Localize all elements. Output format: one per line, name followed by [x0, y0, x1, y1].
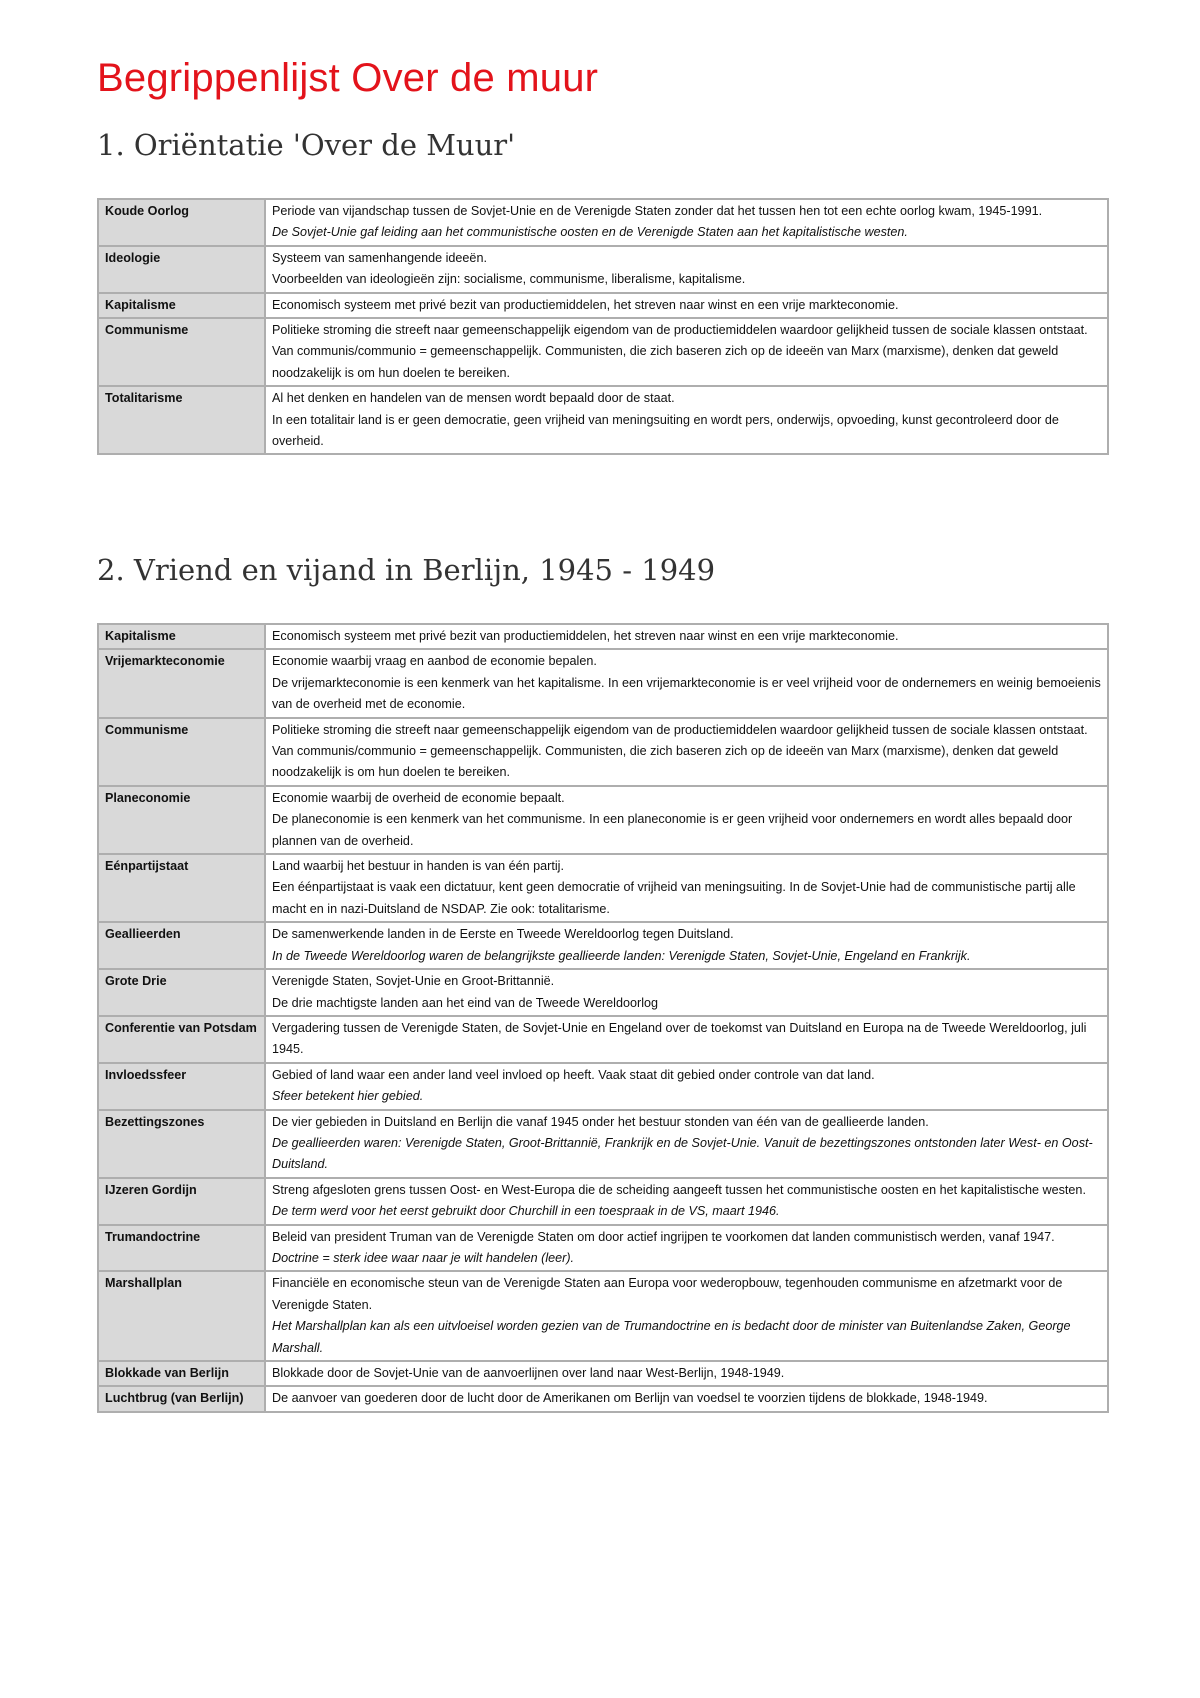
definition-note: De Sovjet-Unie gaf leiding aan het communistische oosten en de Verenigde Staten aan het kapitalistische westen. — [272, 225, 908, 240]
glossary-term: Ideologie — [98, 246, 265, 293]
glossary-definition — [265, 1386, 1108, 1411]
glossary-term: IJzeren Gordijn — [98, 1178, 265, 1225]
glossary-term: Invloedssfeer — [98, 1063, 265, 1110]
glossary-term: Eénpartijstaat — [98, 854, 265, 922]
section-heading-2: 2. Vriend en vijand in Berlijn, 1945 - 1949 — [97, 553, 716, 587]
definition-note: Het Marshallplan kan als een uitvloeisel worden gezien van de Trumandoctrine en is bedacht door de minister van Buitenlandse Zaken, George Marshall. — [272, 1319, 1071, 1355]
definition-line: Verenigde Staten, Sovjet-Unie en Groot-Brittannië. — [272, 974, 555, 989]
definition-note: Doctrine = sterk idee waar naar je wilt handelen (leer). — [272, 1250, 575, 1265]
glossary-term: Communisme — [98, 718, 265, 786]
definition-line: Van communis/communio = gemeenschappelijk. Communisten, die zich baseren zich op de ideeën van Marx (marxisme), denken dat geweld noodzakelijk is om hun doelen te bereiken. — [272, 744, 1059, 780]
glossary-definition — [265, 386, 1108, 454]
definition-line: Land waarbij het bestuur in handen is van één partij. — [272, 859, 564, 874]
definition-line: Politieke stroming die streeft naar gemeenschappelijk eigendom van de productiemiddelen waardoor gelijkheid tussen de sociale klassen ontstaat. — [272, 722, 1088, 737]
glossary-definition — [265, 1225, 1108, 1272]
glossary-table-1 — [97, 198, 1109, 455]
glossary-row — [98, 624, 1108, 649]
definition-note: De geallieerden waren: Verenigde Staten, Groot-Brittannië, Frankrijk en de Sovjet-Unie. Vanuit de bezettingszones ontstonden later West- en Oost-Duitsland. — [272, 1135, 1093, 1172]
glossary-row — [98, 1016, 1108, 1063]
glossary-term: Conferentie van Potsdam — [98, 1016, 265, 1063]
glossary-term: Marshallplan — [98, 1271, 265, 1361]
glossary-row — [98, 1361, 1108, 1386]
glossary-definition — [265, 718, 1108, 786]
glossary-row — [98, 969, 1108, 1016]
glossary-row — [98, 199, 1108, 246]
glossary-term: Planeconomie — [98, 786, 265, 854]
glossary-definition — [265, 1110, 1108, 1178]
glossary-definition — [265, 1063, 1108, 1110]
definition-line: Voorbeelden van ideologieën zijn: socialisme, communisme, liberalisme, kapitalisme. — [272, 272, 746, 287]
page-title: Begrippenlijst Over de muur — [97, 56, 599, 100]
definition-line: Financiële en economische steun van de Verenigde Staten aan Europa voor wederopbouw, tegenhouden communisme en afzetmarkt voor de Verenigde Staten. — [272, 1276, 1063, 1312]
glossary-definition — [265, 1178, 1108, 1225]
glossary-definition — [265, 786, 1108, 854]
definition-line: Vergadering tussen de Verenigde Staten, de Sovjet-Unie en Engeland over de toekomst van Duitsland en Europa na de Tweede Wereldoorlog, juli 1945. — [272, 1020, 1087, 1057]
glossary-definition — [265, 246, 1108, 293]
definition-line: De drie machtigste landen aan het eind van de Tweede Wereldoorlog — [272, 995, 658, 1010]
glossary-definition — [265, 969, 1108, 1016]
glossary-term: Koude Oorlog — [98, 199, 265, 246]
glossary-definition — [265, 624, 1108, 649]
glossary-row — [98, 1178, 1108, 1225]
definition-line: Een éénpartijstaat is vaak een dictatuur, kent geen democratie of vrijheid van meningsuiting. In de Sovjet-Unie had de communistische partij alle macht en in nazi-Duitsland de NSDAP. Zie ook: totalitarisme. — [272, 880, 1076, 916]
definition-line: De vrijemarkteconomie is een kenmerk van het kapitalisme. In een vrijemarkteconomie is er veel vrijheid voor de ondernemers en weinig bemoeienis van de overheid met de economie. — [272, 675, 1101, 712]
glossary-term: Kapitalisme — [98, 624, 265, 649]
glossary-term: Bezettingszones — [98, 1110, 265, 1178]
glossary-definition — [265, 854, 1108, 922]
glossary-term: Luchtbrug (van Berlijn) — [98, 1386, 265, 1411]
section-heading-1: 1. Oriëntatie 'Over de Muur' — [97, 128, 516, 162]
definition-line: Economie waarbij de overheid de economie bepaalt. — [272, 790, 565, 805]
glossary-row — [98, 386, 1108, 454]
glossary-row — [98, 1271, 1108, 1361]
glossary-term: Totalitarisme — [98, 386, 265, 454]
glossary-definition — [265, 649, 1108, 717]
definition-line: Streng afgesloten grens tussen Oost- en West-Europa die de scheiding aangeeft tussen het communistische oosten en het kapitalistische westen. — [272, 1182, 1086, 1197]
glossary-row — [98, 649, 1108, 717]
definition-line: De aanvoer van goederen door de lucht door de Amerikanen om Berlijn van voedsel te voorzien tijdens de blokkade, 1948-1949. — [272, 1391, 988, 1406]
definition-line: Beleid van president Truman van de Verenigde Staten om door actief ingrijpen te voorkomen dat landen communistisch werden, vanaf 1947. — [272, 1229, 1055, 1244]
definition-line: Systeem van samenhangende ideeën. — [272, 250, 487, 265]
definition-line: De samenwerkende landen in de Eerste en Tweede Wereldoorlog tegen Duitsland. — [272, 927, 734, 942]
glossary-term: Vrijemarkteconomie — [98, 649, 265, 717]
glossary-term: Trumandoctrine — [98, 1225, 265, 1272]
definition-line: Periode van vijandschap tussen de Sovjet-Unie en de Verenigde Staten zonder dat het tussen hen tot een echte oorlog kwam, 1945-1991. — [272, 204, 1043, 218]
glossary-row — [98, 246, 1108, 293]
glossary-row — [98, 318, 1108, 386]
definition-line: Blokkade door de Sovjet-Unie van de aanvoerlijnen over land naar West-Berlijn, 1948-1949. — [272, 1366, 785, 1380]
glossary-definition — [265, 293, 1108, 318]
glossary-row — [98, 1063, 1108, 1110]
glossary-row — [98, 922, 1108, 969]
glossary-row — [98, 718, 1108, 786]
glossary-definition — [265, 1016, 1108, 1063]
glossary-definition — [265, 199, 1108, 246]
definition-line: De planeconomie is een kenmerk van het communisme. In een planeconomie is er geen vrijheid voor ondernemers en wordt alles bepaald door plannen van de overheid. — [272, 812, 1073, 848]
glossary-table-2 — [97, 623, 1109, 1413]
glossary-row — [98, 1225, 1108, 1272]
definition-line: Politieke stroming die streeft naar gemeenschappelijk eigendom van de productiemiddelen waardoor gelijkheid tussen de sociale klassen ontstaat. — [272, 323, 1088, 338]
definition-line: Economisch systeem met privé bezit van productiemiddelen, het streven naar winst en een vrije markteconomie. — [272, 629, 899, 643]
glossary-row — [98, 1110, 1108, 1178]
glossary-term: Communisme — [98, 318, 265, 386]
glossary-row — [98, 293, 1108, 318]
glossary-term: Grote Drie — [98, 969, 265, 1016]
definition-line: Van communis/communio = gemeenschappelijk. Communisten, die zich baseren zich op de ideeën van Marx (marxisme), denken dat geweld noodzakelijk is om hun doelen te bereiken. — [272, 344, 1059, 380]
glossary-row — [98, 1386, 1108, 1411]
definition-line: Economie waarbij vraag en aanbod de economie bepalen. — [272, 654, 597, 669]
definition-note: In de Tweede Wereldoorlog waren de belangrijkste geallieerde landen: Verenigde Staten, Sovjet-Unie, Engeland en Frankrijk. — [272, 948, 971, 963]
definition-line: In een totalitair land is er geen democratie, geen vrijheid van meningsuiting en wordt pers, onderwijs, opvoeding, kunst gecontroleerd door de overheid. — [272, 412, 1059, 449]
glossary-term: Kapitalisme — [98, 293, 265, 318]
definition-line: Gebied of land waar een ander land veel invloed op heeft. Vaak staat dit gebied onder controle van dat land. — [272, 1067, 875, 1082]
glossary-definition — [265, 1361, 1108, 1386]
definition-line: Al het denken en handelen van de mensen wordt bepaald door de staat. — [272, 391, 675, 406]
definition-line: Economisch systeem met privé bezit van productiemiddelen, het streven naar winst en een vrije markteconomie. — [272, 297, 899, 312]
definition-note: Sfeer betekent hier gebied. — [272, 1089, 424, 1104]
glossary-row — [98, 854, 1108, 922]
glossary-term: Blokkade van Berlijn — [98, 1361, 265, 1386]
glossary-definition — [265, 922, 1108, 969]
glossary-definition — [265, 318, 1108, 386]
definition-note: De term werd voor het eerst gebruikt door Churchill in een toespraak in de VS, maart 1946. — [272, 1204, 780, 1219]
definition-line: De vier gebieden in Duitsland en Berlijn die vanaf 1945 onder het bestuur stonden van één van de geallieerde landen. — [272, 1114, 929, 1129]
glossary-row — [98, 786, 1108, 854]
glossary-term: Geallieerden — [98, 922, 265, 969]
glossary-definition — [265, 1271, 1108, 1361]
